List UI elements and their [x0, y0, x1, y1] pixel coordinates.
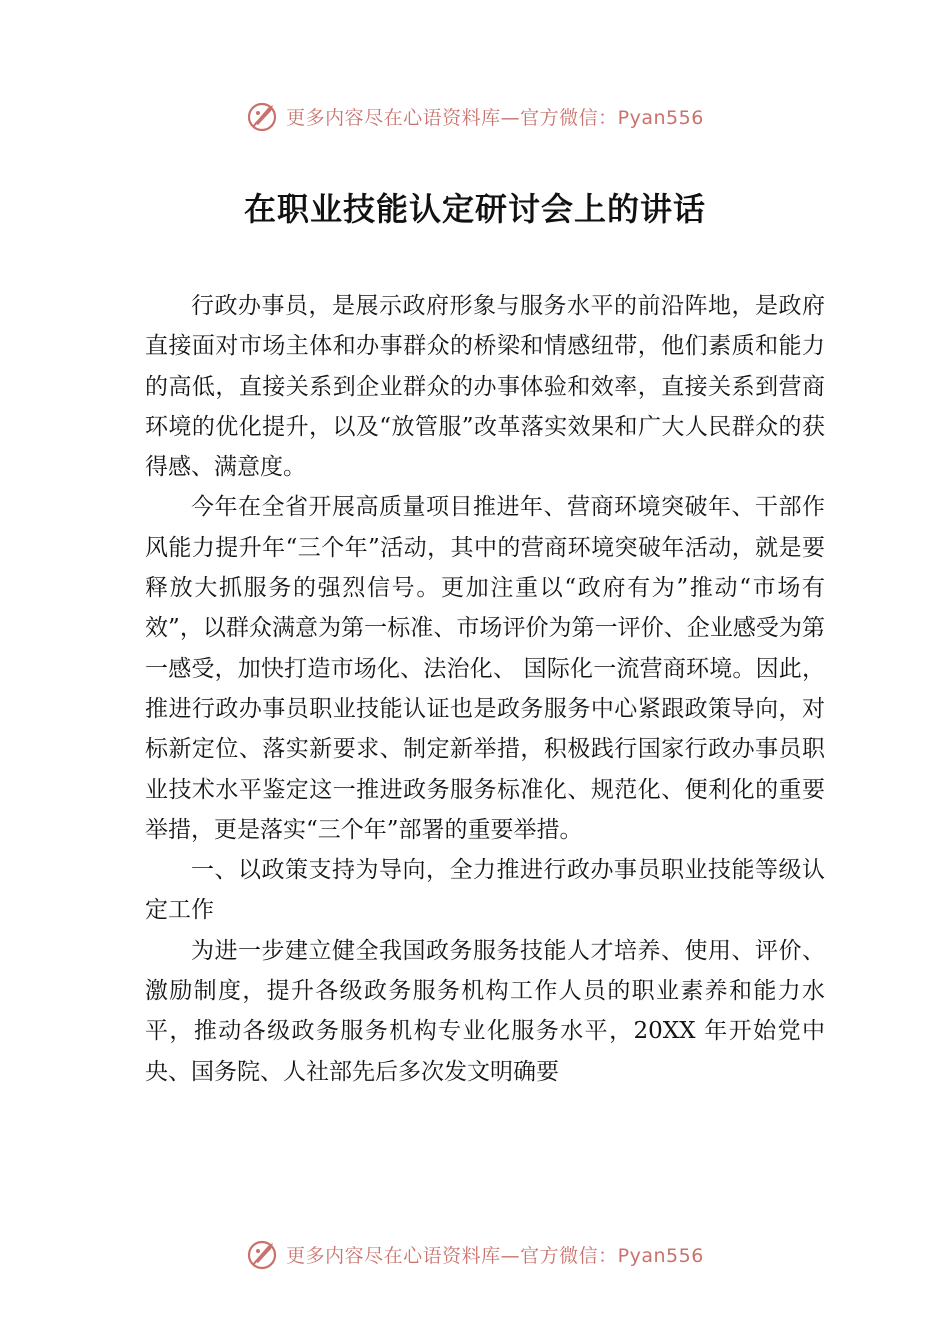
- document-body: [145, 286, 825, 1092]
- paragraph-3: 为进一步建立健全我国政务服务技能人才培养、使用、评价、激励制度，提升各级政务服务机构工作人员的职业素养和能力水平，推动各级政务服务机构专业化服务水平，20XX 年开始党中央、国务院、人社部先后多次发文明确要: [145, 937, 825, 1085]
- pen-logo-icon: [246, 1237, 280, 1271]
- banner-text: 更多内容尽在心语资料库—官方微信：Pyan556: [286, 106, 704, 129]
- footer-banner: [0, 1234, 950, 1274]
- banner-text: 更多内容尽在心语资料库—官方微信：Pyan556: [286, 1244, 704, 1267]
- header-banner: [0, 96, 950, 136]
- page-title: 在职业技能认定研讨会上的讲话: [243, 190, 706, 228]
- paragraph-2: 今年在全省开展高质量项目推进年、营商环境突破年、干部作风能力提升年“三个年”活动，其中的营商环境突破年活动，就是要释放大抓服务的强烈信号。更加注重以“政府有为”推动“市场有效”，以群众满意为第一标准、市场评价为第一评价、企业感受为第一感受，加快打造市场化、法治化、 国际化一流营商环境。因此，推进行政办事员职业技能认证也是政务服务中心紧跟政策导向，对标新定位、落实新要求、制定新举措，积极践行国家行政办事员职业技术水平鉴定这一推进政务服务标准化、规范化、便利化的重要举措，更是落实“三个年”部署的重要举措。: [145, 494, 825, 843]
- section-heading-1: 一、以政策支持为导向，全力推进行政办事员职业技能等级认定工作: [145, 857, 825, 924]
- paragraph-1: 行政办事员，是展示政府形象与服务水平的前沿阵地，是政府直接面对市场主体和办事群众的桥梁和情感纽带，他们素质和能力的高低，直接关系到企业群众的办事体验和效率，直接关系到营商环境的优化提升，以及“放管服”改革落实效果和广大人民群众的获得感、满意度。: [145, 293, 825, 481]
- pen-logo-icon: [246, 99, 280, 133]
